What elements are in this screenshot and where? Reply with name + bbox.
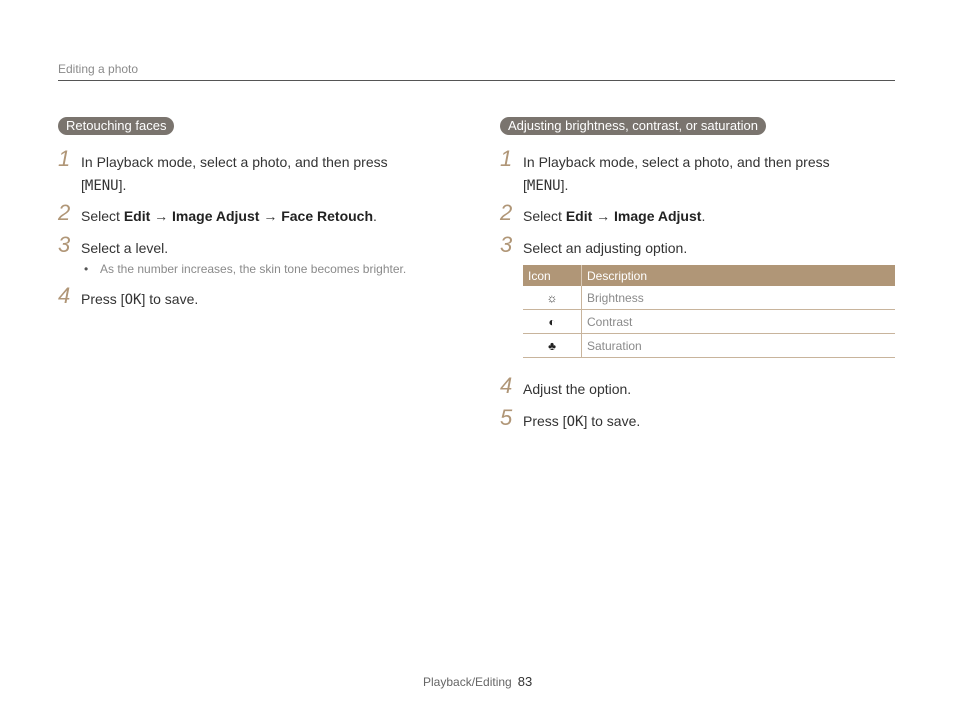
adjust-options-table (523, 265, 895, 358)
step-line: In Playback mode, select a photo, and then press (81, 154, 388, 170)
brightness-icon: ☼ (523, 286, 582, 310)
step-text (81, 205, 377, 228)
step-prefix: Press [ (81, 291, 125, 307)
step-number: 4 (500, 373, 513, 398)
bracket: [ (81, 177, 85, 193)
table-cell-description: Contrast (582, 310, 896, 334)
step-number: 3 (58, 232, 71, 257)
step-line: In Playback mode, select a photo, and then press (523, 154, 830, 170)
step-text: Select an adjusting option. (523, 240, 688, 256)
page-header-label: Editing a photo (58, 62, 139, 76)
step-text (523, 410, 640, 434)
menu-face-retouch: Face Retouch (281, 208, 374, 224)
step-suffix: . (701, 208, 706, 224)
ok-key-icon: OK (124, 292, 142, 308)
step-suffix: ] to save. (583, 413, 641, 429)
menu-edit: Edit (123, 208, 151, 224)
step-text: Select a level. (81, 240, 169, 256)
ok-key-icon: OK (566, 414, 584, 430)
table-header-description: Description (582, 265, 896, 286)
step-number: 2 (58, 200, 71, 225)
bracket: ]. (118, 177, 127, 193)
step-number: 1 (58, 146, 71, 171)
arrow: → (150, 208, 173, 224)
table-cell-description: Brightness (582, 286, 896, 310)
section-title-retouching-faces: Retouching faces (58, 117, 174, 135)
step-text (81, 288, 198, 312)
step-number: 4 (58, 283, 71, 308)
menu-key-icon: MENU (84, 178, 119, 194)
step-suffix: ] to save. (141, 291, 199, 307)
bullet-text: As the number increases, the skin tone becomes brighter. (100, 262, 407, 276)
page-footer (423, 674, 532, 689)
step-suffix: . (373, 208, 377, 224)
page-number: 83 (517, 674, 533, 689)
menu-edit: Edit (565, 208, 593, 224)
step-text: Adjust the option. (523, 381, 632, 397)
step-number: 2 (500, 200, 513, 225)
step-text (523, 205, 705, 228)
footer-section: Playback/Editing (423, 675, 512, 689)
bracket: ]. (560, 177, 569, 193)
menu-image-adjust: Image Adjust (172, 208, 260, 224)
section-title-adjusting: Adjusting brightness, contrast, or saturation (500, 117, 766, 135)
table-row (523, 286, 895, 310)
arrow: → (592, 208, 615, 224)
arrow: → (259, 208, 282, 224)
table-header-icon: Icon (523, 265, 582, 286)
bullet-dot: • (84, 262, 89, 276)
step-number: 5 (500, 405, 513, 430)
step-number: 3 (500, 232, 513, 257)
step-text (81, 151, 388, 198)
menu-image-adjust: Image Adjust (614, 208, 702, 224)
table-cell-description: Saturation (582, 334, 896, 358)
step-number: 1 (500, 146, 513, 171)
contrast-icon: ◐ (523, 310, 582, 334)
saturation-icon: ♣ (523, 334, 582, 358)
table-header-row (523, 265, 895, 286)
menu-key-icon: MENU (526, 178, 561, 194)
step-prefix: Press [ (523, 413, 567, 429)
step-prefix: Select (523, 208, 566, 224)
left-bullet (84, 262, 406, 276)
table-row (523, 310, 895, 334)
table-row (523, 334, 895, 358)
step-text (523, 151, 830, 198)
bracket: [ (523, 177, 527, 193)
header-rule (58, 80, 895, 81)
step-prefix: Select (81, 208, 124, 224)
